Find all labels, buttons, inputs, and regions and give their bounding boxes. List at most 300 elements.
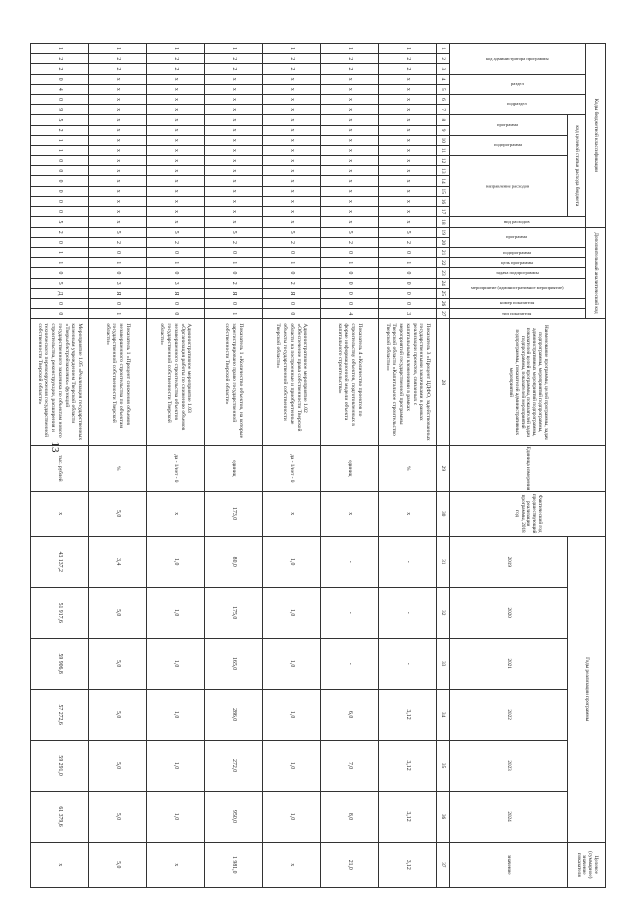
code-cell: x bbox=[379, 135, 437, 145]
code-cell: 1 bbox=[89, 309, 147, 319]
code-cell: x bbox=[147, 84, 205, 94]
row-year-value: 1,0 bbox=[263, 689, 321, 740]
code-cell: 0 bbox=[147, 248, 205, 258]
code-cell: x bbox=[147, 135, 205, 145]
code-cell: 1 bbox=[321, 44, 379, 54]
year-header-2023: 2023 bbox=[450, 740, 568, 791]
code-cell: x bbox=[321, 125, 379, 135]
fin-year-header: Фактический год предшествующий реализации программы, 2018 год bbox=[450, 491, 606, 536]
a-programma-header: программа bbox=[450, 227, 586, 247]
code-cell: x bbox=[379, 166, 437, 176]
code-cell: x bbox=[321, 145, 379, 155]
row-year-value: 1,0 bbox=[147, 638, 205, 689]
code-cell: x bbox=[89, 135, 147, 145]
row-final-value: x bbox=[147, 842, 205, 887]
row-year-value: 59 906,8 bbox=[31, 638, 89, 689]
row-year-value: 272,0 bbox=[205, 740, 263, 791]
code-cell: 1 bbox=[205, 309, 263, 319]
code-cell: x bbox=[89, 94, 147, 104]
name-header: Наименование программы, целей программы, задач подпрограммы, мероприятий подпрограммы, административных мероприятий подпрограммы, показателей целей программы, показателей задач подпрограммы, показателей мероприятий подпрограммы, показателей административных мероприятий bbox=[450, 319, 606, 446]
code-cell: x bbox=[263, 115, 321, 125]
column-number: 32 bbox=[437, 587, 450, 638]
code-cell: x bbox=[263, 176, 321, 186]
year-header-2021: 2021 bbox=[450, 638, 568, 689]
code-cell: x bbox=[205, 186, 263, 196]
podprogramma-header: подпрограмма bbox=[450, 135, 568, 155]
a-nomer-header: номер показателя bbox=[450, 298, 586, 308]
code-cell: 2 bbox=[31, 54, 89, 64]
column-number-row bbox=[437, 44, 450, 888]
a-tsel-header: цель программы bbox=[450, 258, 586, 268]
code-cell: 0 bbox=[31, 166, 89, 176]
row-unit: тыс. рублей bbox=[31, 446, 89, 491]
code-cell: x bbox=[205, 217, 263, 227]
column-number: 33 bbox=[437, 638, 450, 689]
code-cell: x bbox=[263, 196, 321, 206]
code-cell: 2 bbox=[205, 237, 263, 247]
column-number: 12 bbox=[437, 156, 450, 166]
row-year-value: 5,0 bbox=[89, 689, 147, 740]
year-header-2020: 2020 bbox=[450, 587, 568, 638]
code-cell: x bbox=[321, 84, 379, 94]
code-cell: 0 bbox=[31, 156, 89, 166]
code-cell: x bbox=[263, 186, 321, 196]
code-cell: 9 bbox=[31, 105, 89, 115]
column-number: 30 bbox=[437, 491, 450, 536]
code-cell: 3 bbox=[89, 278, 147, 288]
codes-group-header: Коды бюджетной классификации bbox=[586, 44, 606, 228]
code-cell: x bbox=[147, 186, 205, 196]
code-cell: x bbox=[321, 115, 379, 125]
code-cell: x bbox=[89, 125, 147, 135]
column-number: 16 bbox=[437, 196, 450, 206]
column-number: 1 bbox=[437, 44, 450, 54]
years-group-header: Годы реализации программы bbox=[568, 536, 606, 842]
code-cell: 2 bbox=[89, 237, 147, 247]
row-year-value: - bbox=[321, 587, 379, 638]
row-final-value: 3,12 bbox=[379, 842, 437, 887]
row-fin-year-value: x bbox=[321, 491, 379, 536]
code-cell: x bbox=[89, 105, 147, 115]
a-meropriyatie-header: мероприятие (административное мероприятие) bbox=[450, 278, 586, 298]
tsel-group-header: код целевой статьи расхода бюджета bbox=[568, 115, 586, 217]
code-cell: 2 bbox=[379, 64, 437, 74]
code-cell: x bbox=[379, 115, 437, 125]
row-unit: единиц bbox=[205, 446, 263, 491]
row-year-value: 1,0 bbox=[263, 638, 321, 689]
code-cell: 2 bbox=[89, 64, 147, 74]
code-cell: x bbox=[321, 176, 379, 186]
code-cell: 1 bbox=[31, 44, 89, 54]
analytic-code-header: Дополнительный аналитический код bbox=[586, 227, 606, 319]
column-number: 34 bbox=[437, 689, 450, 740]
code-cell: x bbox=[379, 74, 437, 84]
column-number: 8 bbox=[437, 115, 450, 125]
row-year-value: 5,0 bbox=[89, 638, 147, 689]
code-cell: x bbox=[147, 115, 205, 125]
code-cell: x bbox=[147, 94, 205, 104]
row-year-value: 3,12 bbox=[379, 740, 437, 791]
column-number: 5 bbox=[437, 84, 450, 94]
final-value-header: значение bbox=[450, 842, 568, 887]
column-number: 15 bbox=[437, 186, 450, 196]
code-cell: 0 bbox=[205, 268, 263, 278]
header-row-1 bbox=[586, 44, 606, 888]
code-cell: x bbox=[147, 74, 205, 84]
row-year-value: 1,0 bbox=[263, 587, 321, 638]
row-year-value: - bbox=[321, 638, 379, 689]
column-number: 9 bbox=[437, 125, 450, 135]
code-cell: x bbox=[321, 135, 379, 145]
code-cell: 4 bbox=[31, 84, 89, 94]
code-cell: x bbox=[89, 145, 147, 155]
column-number: 3 bbox=[437, 64, 450, 74]
code-cell: 0 bbox=[321, 278, 379, 288]
code-cell: x bbox=[321, 186, 379, 196]
code-cell: x bbox=[89, 166, 147, 176]
row-name: Показатель 3 «Процент ЦДФО, задействованных государственными заказчиками в рамках реализации проектов, связанных с капитальными вложениями в рамках мероприятий государственной программы Тверской области «Капитальное строительство Тверской области»» bbox=[379, 319, 437, 446]
code-cell: x bbox=[205, 156, 263, 166]
code-cell: x bbox=[379, 217, 437, 227]
code-cell: Я bbox=[263, 288, 321, 298]
code-cell: x bbox=[263, 74, 321, 84]
code-cell: 1 bbox=[147, 44, 205, 54]
code-cell: 5 bbox=[263, 227, 321, 237]
column-number: 4 bbox=[437, 74, 450, 84]
code-cell: x bbox=[89, 186, 147, 196]
column-number: 19 bbox=[437, 227, 450, 237]
code-cell: 1 bbox=[147, 258, 205, 268]
row-year-value: 165,0 bbox=[205, 638, 263, 689]
column-number: 37 bbox=[437, 842, 450, 887]
code-cell: 5 bbox=[379, 227, 437, 237]
code-cell: 0 bbox=[379, 278, 437, 288]
code-cell: 0 bbox=[321, 268, 379, 278]
year-header-2022: 2022 bbox=[450, 689, 568, 740]
code-cell: x bbox=[263, 145, 321, 155]
table-body bbox=[31, 44, 606, 888]
row-year-value: 6,0 bbox=[321, 689, 379, 740]
code-cell: x bbox=[321, 94, 379, 104]
table-row bbox=[147, 44, 205, 888]
podrazdel-header: подраздел bbox=[450, 94, 586, 114]
code-cell: 0 bbox=[31, 309, 89, 319]
column-number: 31 bbox=[437, 536, 450, 587]
code-cell: x bbox=[263, 94, 321, 104]
code-cell: 1 bbox=[205, 44, 263, 54]
code-cell: 5 bbox=[205, 227, 263, 237]
code-cell: 0 bbox=[31, 268, 89, 278]
code-cell: 0 bbox=[31, 196, 89, 206]
code-cell: x bbox=[89, 84, 147, 94]
code-cell: x bbox=[263, 207, 321, 217]
row-year-value: 80,0 bbox=[205, 536, 263, 587]
code-cell: 1 bbox=[31, 248, 89, 258]
row-year-value: 51 917,6 bbox=[31, 587, 89, 638]
row-year-value: 5,0 bbox=[89, 740, 147, 791]
row-year-value: 8,0 bbox=[321, 791, 379, 842]
code-cell: x bbox=[379, 145, 437, 155]
code-cell: 2 bbox=[263, 54, 321, 64]
row-year-value: 1,0 bbox=[147, 689, 205, 740]
code-cell: 0 bbox=[147, 298, 205, 308]
row-name: Мероприятие 1.05 «Реализация государственных казенным учреждением Тверской области «Тверьоблстройзаказчик» функций государственного заказчика по объектам нового строительства, реконструкции, расширения и технического перевооружения государственной собственности Тверской области» bbox=[31, 319, 89, 446]
code-cell: Д bbox=[31, 288, 89, 298]
column-number: 17 bbox=[437, 207, 450, 217]
code-cell: 2 bbox=[263, 278, 321, 288]
year-header-2024: 2024 bbox=[450, 791, 568, 842]
code-cell: x bbox=[147, 125, 205, 135]
row-year-value: 950,0 bbox=[205, 791, 263, 842]
code-cell: 2 bbox=[89, 54, 147, 64]
row-final-value: x bbox=[263, 842, 321, 887]
row-year-value: 5,0 bbox=[89, 791, 147, 842]
row-year-value: 1,0 bbox=[263, 740, 321, 791]
code-cell: 1 bbox=[89, 258, 147, 268]
row-year-value: 1,0 bbox=[147, 740, 205, 791]
row-name: Показатель 4 «Количество проектов по строительству объектов, подготовленных в форме информационной модели объекта капитального строительства» bbox=[321, 319, 379, 446]
row-fin-year-value: x bbox=[263, 491, 321, 536]
column-number: 28 bbox=[437, 319, 450, 446]
code-cell: 2 bbox=[147, 64, 205, 74]
code-cell: x bbox=[89, 207, 147, 217]
code-cell: x bbox=[321, 217, 379, 227]
code-cell: 0 bbox=[321, 298, 379, 308]
row-unit: единиц bbox=[321, 446, 379, 491]
code-cell: x bbox=[89, 74, 147, 84]
code-cell: 0 bbox=[263, 268, 321, 278]
code-cell: 0 bbox=[263, 309, 321, 319]
code-cell: x bbox=[379, 156, 437, 166]
code-cell: 2 bbox=[263, 237, 321, 247]
code-cell: x bbox=[379, 186, 437, 196]
row-year-value: 57 272,6 bbox=[31, 689, 89, 740]
code-cell: x bbox=[205, 74, 263, 84]
code-cell: 0 bbox=[31, 298, 89, 308]
column-number: 29 bbox=[437, 446, 450, 491]
row-year-value: 1,0 bbox=[147, 587, 205, 638]
code-cell: x bbox=[205, 125, 263, 135]
code-cell: x bbox=[205, 207, 263, 217]
column-number: 22 bbox=[437, 258, 450, 268]
row-name: Административное мероприятие 1.03 «Организация работы по снижению объемов незавершенного строительства объектов государственной собственности Тверской области» bbox=[147, 319, 205, 446]
row-fin-year-value: x bbox=[31, 491, 89, 536]
code-cell: 2 bbox=[31, 227, 89, 237]
code-cell: x bbox=[379, 105, 437, 115]
code-cell: x bbox=[147, 176, 205, 186]
code-cell: 0 bbox=[147, 309, 205, 319]
code-cell: x bbox=[205, 176, 263, 186]
code-cell: x bbox=[147, 207, 205, 217]
code-cell: x bbox=[89, 196, 147, 206]
row-year-value: 175,0 bbox=[205, 587, 263, 638]
code-cell: x bbox=[379, 176, 437, 186]
row-year-value: - bbox=[379, 638, 437, 689]
code-cell: x bbox=[205, 94, 263, 104]
row-unit: да - 1/нет - 0 bbox=[147, 446, 205, 491]
code-cell: x bbox=[205, 166, 263, 176]
table-row bbox=[89, 44, 147, 888]
code-cell: 2 bbox=[321, 64, 379, 74]
a-type-header: тип показателя bbox=[450, 309, 586, 319]
column-number: 13 bbox=[437, 166, 450, 176]
row-year-value: 7,0 bbox=[321, 740, 379, 791]
column-number: 14 bbox=[437, 176, 450, 186]
column-number: 10 bbox=[437, 135, 450, 145]
code-cell: 0 bbox=[31, 176, 89, 186]
code-cell: x bbox=[263, 125, 321, 135]
row-year-value: 3,12 bbox=[379, 689, 437, 740]
column-number: 36 bbox=[437, 791, 450, 842]
code-cell: 0 bbox=[379, 288, 437, 298]
code-cell: 1 bbox=[379, 258, 437, 268]
code-cell: 2 bbox=[147, 54, 205, 64]
code-cell: x bbox=[263, 217, 321, 227]
code-cell: 1 bbox=[263, 258, 321, 268]
row-year-value: - bbox=[379, 587, 437, 638]
code-cell: 0 bbox=[89, 268, 147, 278]
row-year-value: 59 291,0 bbox=[31, 740, 89, 791]
row-year-value: 3,4 bbox=[89, 536, 147, 587]
code-cell: x bbox=[321, 105, 379, 115]
code-cell: 2 bbox=[31, 125, 89, 135]
code-cell: x bbox=[147, 196, 205, 206]
column-number: 2 bbox=[437, 54, 450, 64]
code-cell: 2 bbox=[31, 64, 89, 74]
code-cell: 1 bbox=[31, 258, 89, 268]
code-cell: 0 bbox=[379, 298, 437, 308]
row-fin-year-value: 173,0 bbox=[205, 491, 263, 536]
code-cell: 0 bbox=[379, 268, 437, 278]
row-year-value: 1,0 bbox=[263, 791, 321, 842]
row-fin-year-value: x bbox=[379, 491, 437, 536]
code-cell: 5 bbox=[31, 115, 89, 125]
row-unit: % bbox=[379, 446, 437, 491]
code-cell: Я bbox=[147, 288, 205, 298]
code-cell: x bbox=[379, 196, 437, 206]
row-unit: да - 1/нет - 0 bbox=[263, 446, 321, 491]
column-number: 27 bbox=[437, 309, 450, 319]
code-cell: 2 bbox=[205, 64, 263, 74]
code-cell: 0 bbox=[147, 268, 205, 278]
code-cell: 2 bbox=[263, 64, 321, 74]
code-cell: 1 bbox=[205, 258, 263, 268]
code-cell: x bbox=[263, 166, 321, 176]
code-cell: 5 bbox=[31, 278, 89, 288]
code-cell: x bbox=[379, 94, 437, 104]
year-header-2019: 2019 bbox=[450, 536, 568, 587]
code-cell: x bbox=[321, 196, 379, 206]
code-cell: 0 bbox=[263, 248, 321, 258]
programma-header: программа bbox=[450, 115, 568, 135]
column-number: 26 bbox=[437, 298, 450, 308]
row-year-value: 286,0 bbox=[205, 689, 263, 740]
code-cell: 0 bbox=[31, 237, 89, 247]
code-cell: 0 bbox=[31, 186, 89, 196]
napravlenie-header: направление расходов bbox=[450, 156, 568, 217]
row-year-value: 3,12 bbox=[379, 791, 437, 842]
code-cell: 2 bbox=[321, 54, 379, 64]
code-cell: x bbox=[263, 135, 321, 145]
code-cell: 0 bbox=[321, 288, 379, 298]
code-cell: 4 bbox=[321, 309, 379, 319]
code-cell: Я bbox=[89, 288, 147, 298]
row-unit: % bbox=[89, 446, 147, 491]
code-cell: x bbox=[379, 207, 437, 217]
code-cell: 0 bbox=[89, 248, 147, 258]
row-name: Административное мероприятие 1.02 «Обеспечение права собственности Тверской области на построенные и приобретенные объекты государственной собственности Тверской области» bbox=[263, 319, 321, 446]
column-number: 20 bbox=[437, 237, 450, 247]
code-cell: x bbox=[205, 115, 263, 125]
code-cell: x bbox=[321, 166, 379, 176]
final-group-header: Целевое (суммарное) значение показателя bbox=[568, 842, 606, 887]
code-cell: x bbox=[263, 84, 321, 94]
code-cell: 1 bbox=[89, 44, 147, 54]
code-cell: 0 bbox=[205, 298, 263, 308]
code-cell: 0 bbox=[31, 74, 89, 84]
code-cell: 2 bbox=[379, 54, 437, 64]
rotated-page bbox=[36, 43, 606, 888]
row-year-value: 61 379,6 bbox=[31, 791, 89, 842]
row-final-value: 5,0 bbox=[89, 842, 147, 887]
row-final-value: x bbox=[31, 842, 89, 887]
code-cell: x bbox=[89, 217, 147, 227]
code-cell: x bbox=[263, 156, 321, 166]
table-row bbox=[205, 44, 263, 888]
code-cell: 0 bbox=[89, 298, 147, 308]
row-year-value: - bbox=[379, 536, 437, 587]
code-cell: 2 bbox=[205, 54, 263, 64]
code-cell: x bbox=[147, 166, 205, 176]
a-zadacha-header: задача подпрограммы bbox=[450, 268, 586, 278]
code-cell: 0 bbox=[205, 248, 263, 258]
row-final-value: 21,0 bbox=[321, 842, 379, 887]
code-cell: 3 bbox=[147, 278, 205, 288]
code-cell: x bbox=[89, 115, 147, 125]
code-cell: x bbox=[205, 84, 263, 94]
table-row bbox=[321, 44, 379, 888]
code-cell: 0 bbox=[31, 94, 89, 104]
code-cell: 2 bbox=[321, 237, 379, 247]
code-cell: 2 bbox=[147, 237, 205, 247]
code-cell: Я bbox=[205, 288, 263, 298]
code-cell: x bbox=[321, 74, 379, 84]
code-cell: 1 bbox=[263, 44, 321, 54]
row-year-value: - bbox=[321, 536, 379, 587]
code-cell: x bbox=[205, 135, 263, 145]
program-indicators-table bbox=[30, 43, 606, 888]
code-cell: 0 bbox=[379, 248, 437, 258]
code-cell: x bbox=[147, 105, 205, 115]
column-number: 6 bbox=[437, 94, 450, 104]
admin-code-header: код администратора программы bbox=[450, 44, 586, 75]
razdel-header: раздел bbox=[450, 74, 586, 94]
code-cell: x bbox=[205, 196, 263, 206]
row-year-value: 1,0 bbox=[147, 536, 205, 587]
row-name: Показатель 1 «Процент снижения объемов незавершенного строительства по объектам государственной собственности Тверской области» bbox=[89, 319, 147, 446]
code-cell: 5 bbox=[147, 227, 205, 237]
code-cell: x bbox=[263, 105, 321, 115]
code-cell: x bbox=[147, 145, 205, 155]
row-fin-year-value: 5,0 bbox=[89, 491, 147, 536]
code-cell: 1 bbox=[31, 145, 89, 155]
code-cell: 1 bbox=[379, 44, 437, 54]
a-podprogramma-header: подпрограмма bbox=[450, 248, 586, 258]
row-final-value: 1 981,0 bbox=[205, 842, 263, 887]
code-cell: 2 bbox=[205, 278, 263, 288]
code-cell: 5 bbox=[31, 217, 89, 227]
column-number: 11 bbox=[437, 145, 450, 155]
